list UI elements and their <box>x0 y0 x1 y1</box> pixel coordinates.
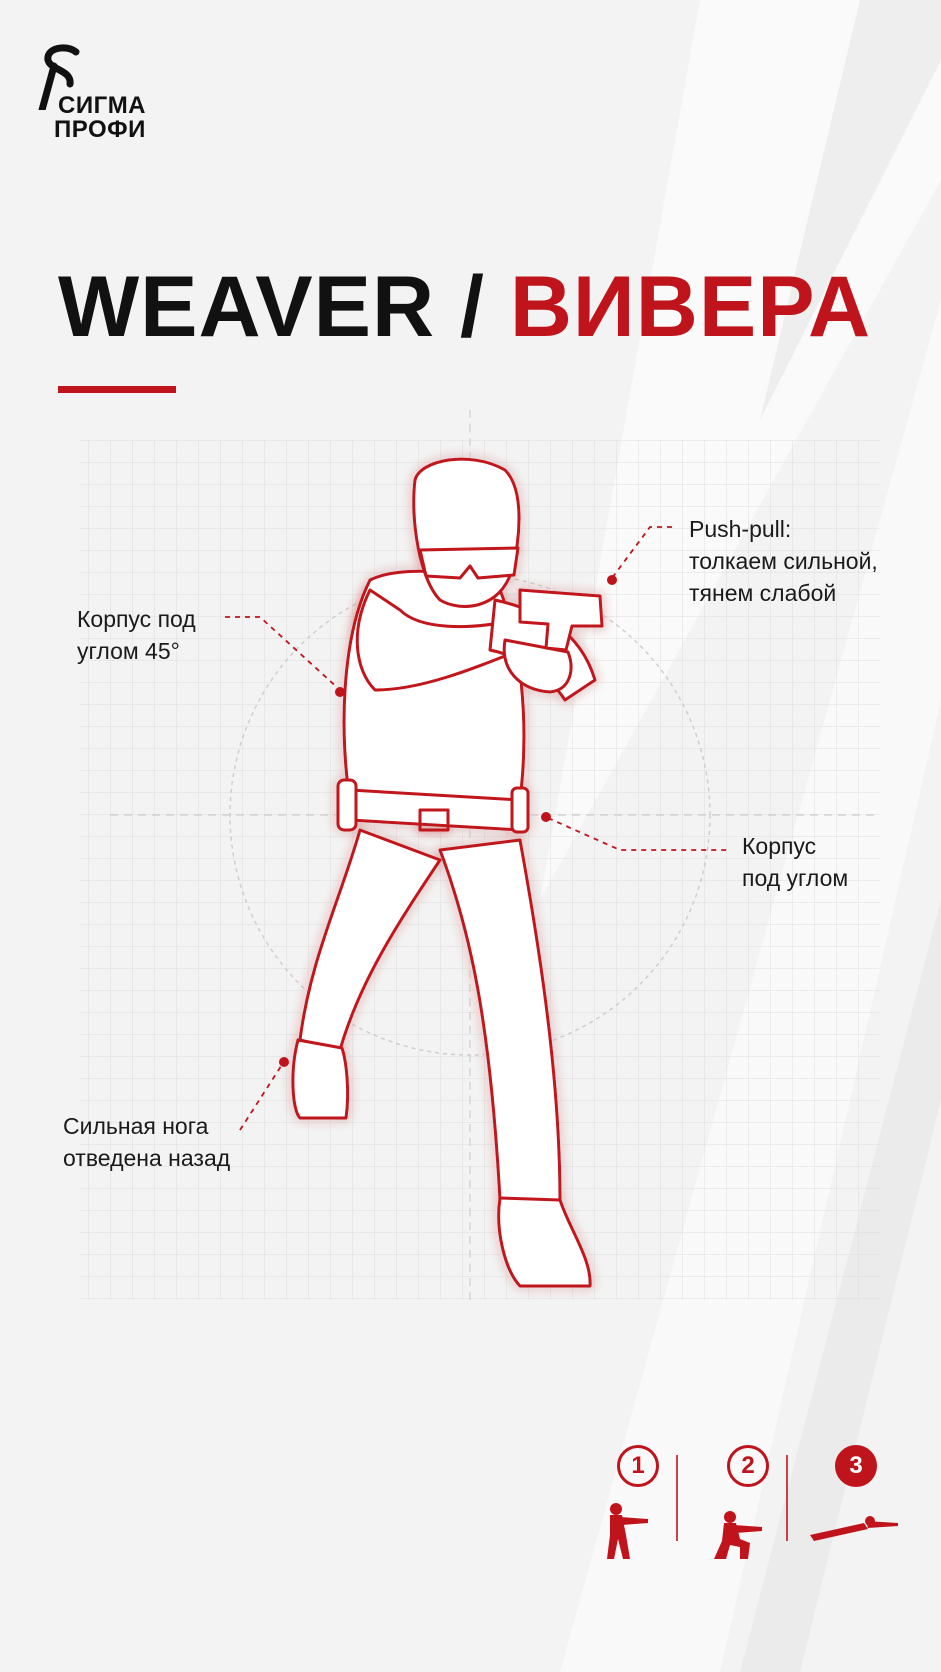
title-ru: ВИВЕРА <box>509 259 872 355</box>
title-separator: / <box>460 259 485 355</box>
step-divider <box>786 1455 788 1541</box>
step-divider <box>676 1455 678 1541</box>
brand-logo <box>36 44 176 144</box>
step-1-number: 1 <box>617 1445 659 1487</box>
title-underline <box>58 386 176 393</box>
callout-torso-angle: Корпус под углом 45° <box>77 606 196 664</box>
step-2-number: 2 <box>727 1445 769 1487</box>
page-title <box>58 259 872 355</box>
step-3-number: 3 <box>835 1445 877 1487</box>
step-1[interactable] <box>590 1445 690 1565</box>
logo-text-line1: СИГМА <box>58 92 147 119</box>
step-3[interactable] <box>808 1445 908 1565</box>
callout-body-angle: Корпус под углом <box>742 833 849 891</box>
callout-strong-leg: Сильная нога отведена назад <box>63 1113 231 1171</box>
step-2[interactable] <box>700 1445 800 1565</box>
callout-push-pull: Push-pull: толкаем сильной, тянем слабой <box>689 516 878 606</box>
logo-text-line2: ПРОФИ <box>54 116 146 143</box>
prone-shooter-icon <box>808 1501 908 1561</box>
kneeling-shooter-icon <box>700 1501 800 1561</box>
step-indicator <box>590 1445 900 1565</box>
standing-shooter-icon <box>590 1501 690 1561</box>
title-en: WEAVER <box>58 259 436 355</box>
